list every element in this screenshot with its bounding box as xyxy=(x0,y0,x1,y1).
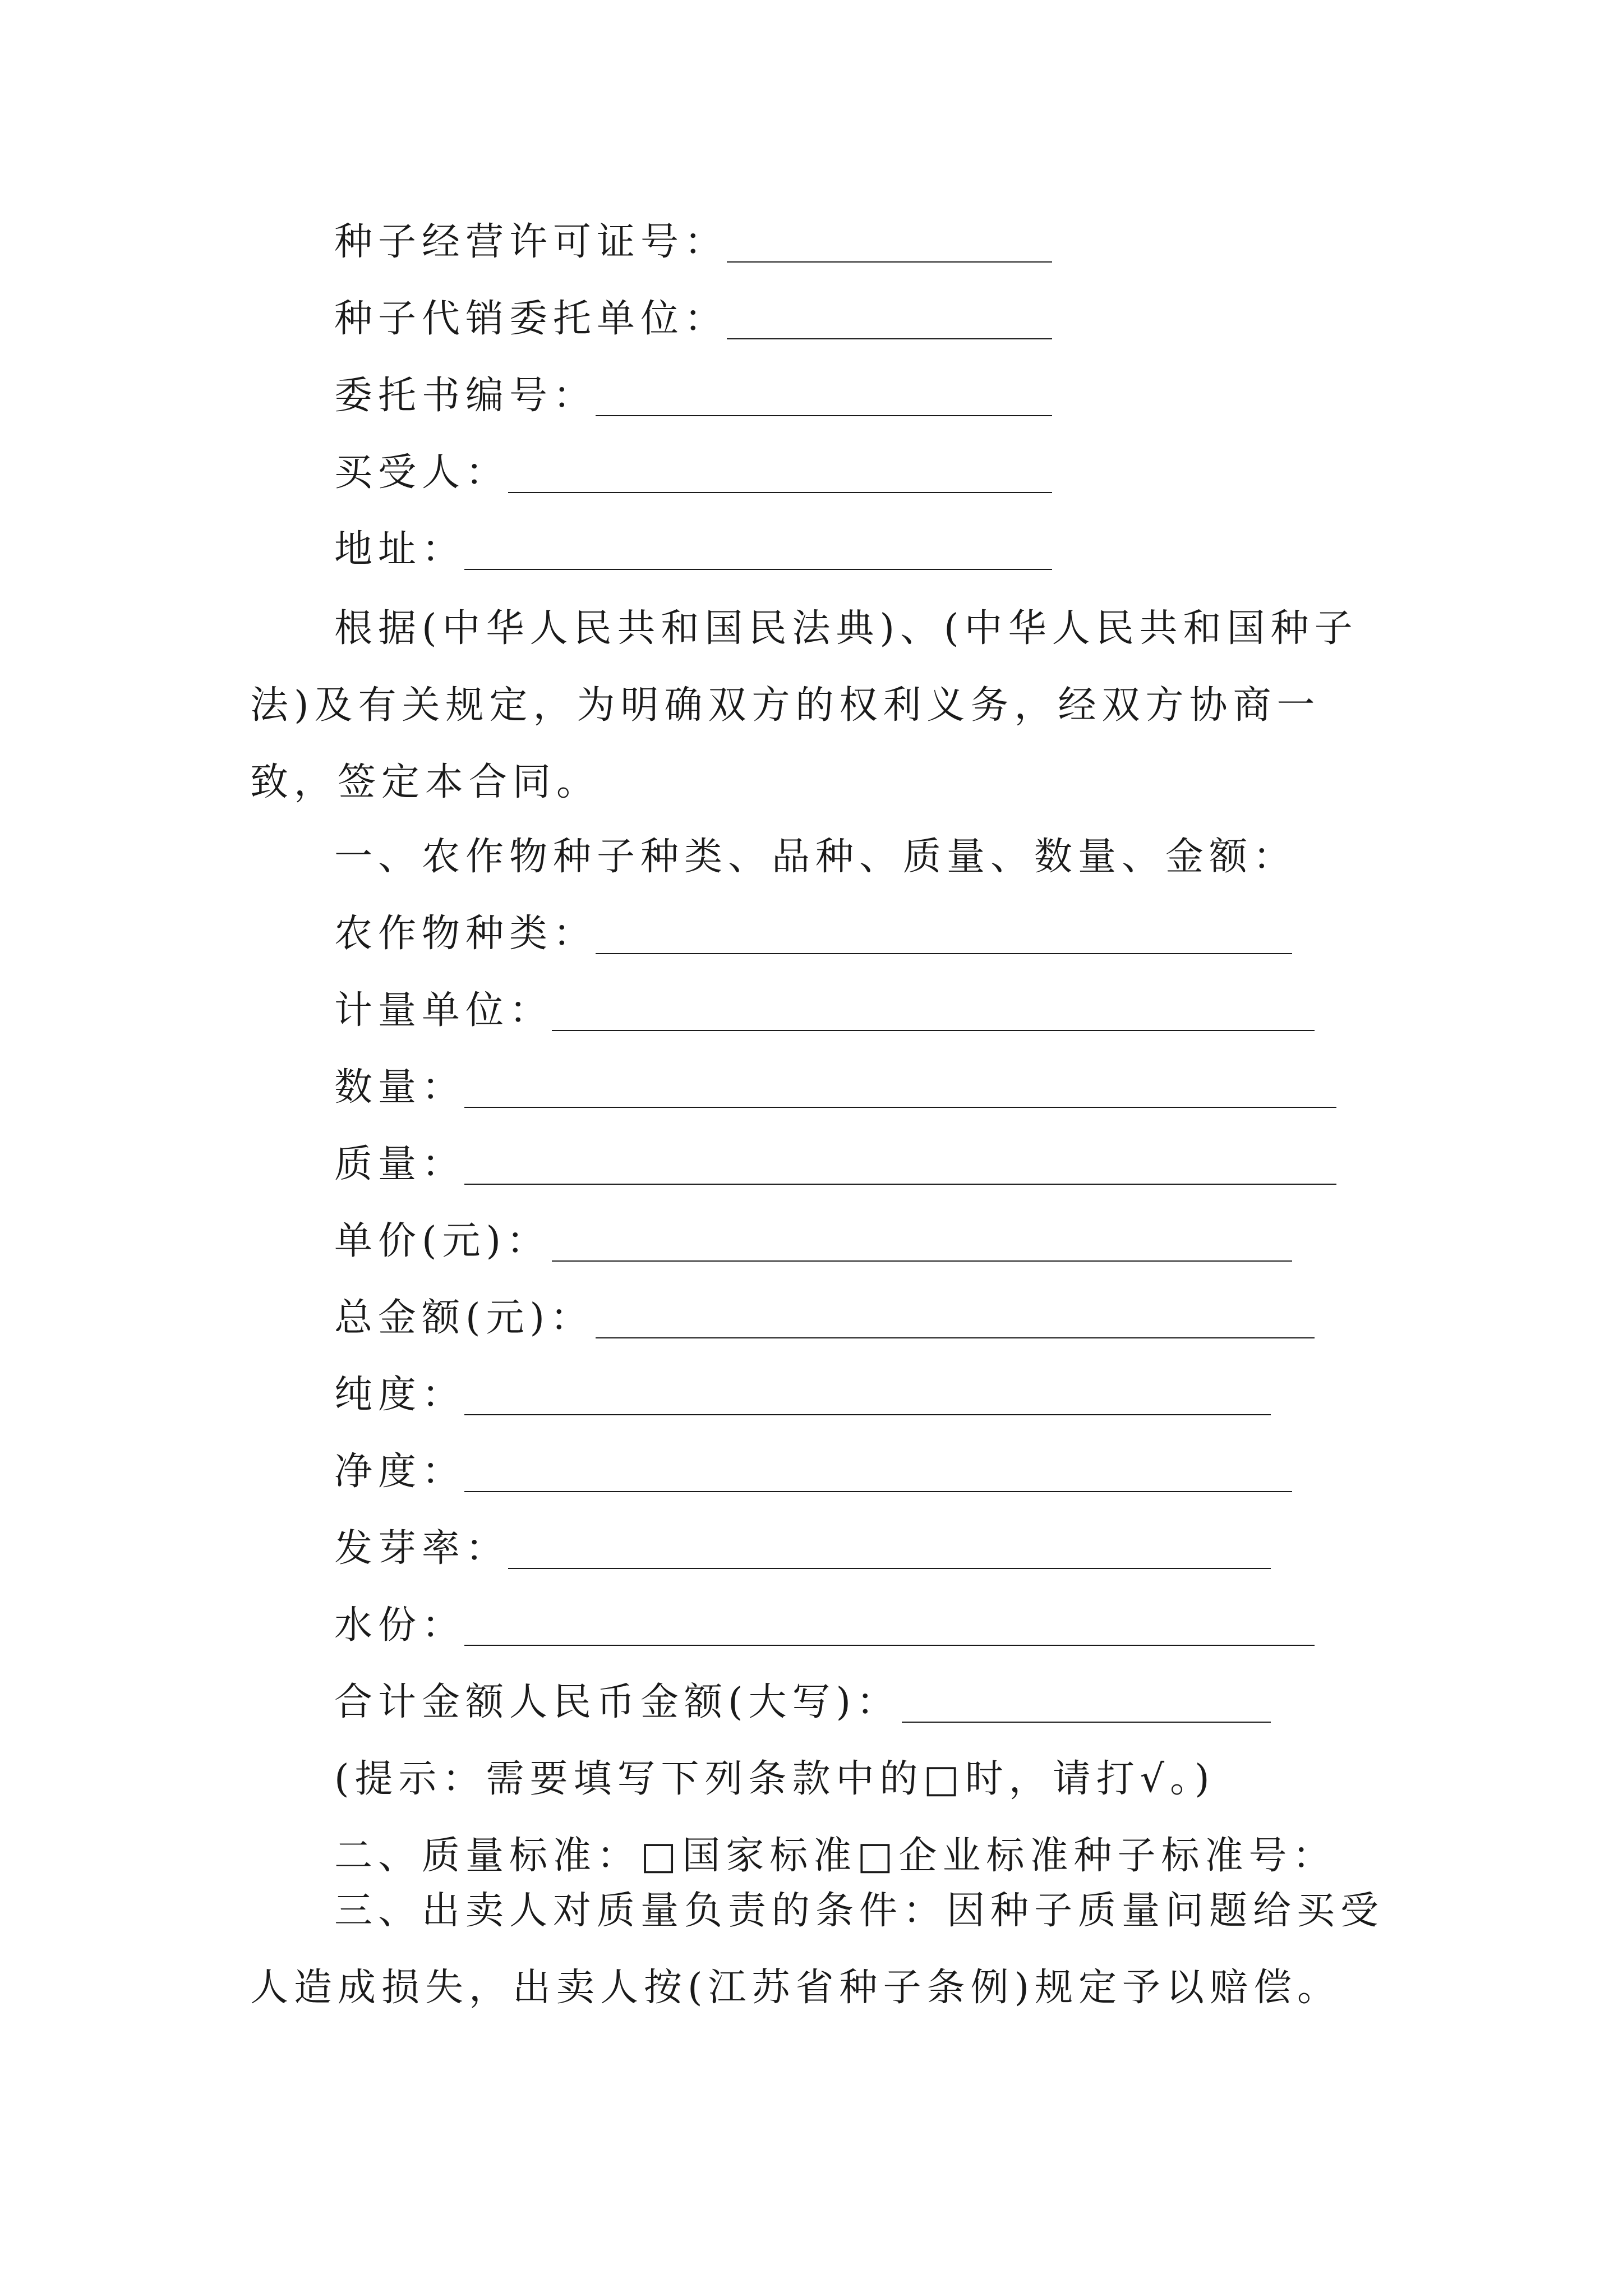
section2-text: 二、质量标准：□国家标准□企业标准种子标准号： xyxy=(334,1834,1336,1878)
blank-address[interactable] xyxy=(464,569,1052,570)
field-power-of-attorney-no xyxy=(334,374,597,418)
section3-text: 三、出卖人对质量负责的条件：因种子质量问题给买受人造成损失，出卖人按(江苏省种子条例)规定予以赔偿。 xyxy=(250,1889,1385,2010)
field-unit-price xyxy=(334,1219,550,1264)
field-label: 总金额(元)： xyxy=(334,1296,594,1340)
field-consignment-unit xyxy=(334,297,728,342)
field-label: 买受人： xyxy=(334,450,510,495)
intro-text: 根据(中华人民共和国民法典)、(中华人民共和国种子法)及有关规定，为明确双方的权利义务，经双方协商一致，签定本合同。 xyxy=(250,606,1358,804)
blank-total-amount[interactable] xyxy=(596,1337,1315,1338)
field-crop-type xyxy=(334,912,597,956)
blank-unit-price[interactable] xyxy=(552,1260,1292,1262)
blank-quality[interactable] xyxy=(464,1184,1336,1185)
section1-title xyxy=(334,835,1297,880)
field-seed-license xyxy=(334,220,728,265)
hint-line xyxy=(334,1757,1215,1802)
blank-total-rmb-capital[interactable] xyxy=(902,1722,1271,1723)
blank-consignment-unit[interactable] xyxy=(727,338,1052,339)
field-label: 合计金额人民币金额(大写)： xyxy=(334,1680,901,1724)
field-moisture xyxy=(334,1603,465,1648)
blank-purity[interactable] xyxy=(464,1414,1271,1415)
blank-power-of-attorney-no[interactable] xyxy=(596,415,1052,416)
field-address xyxy=(334,527,465,572)
field-germination-rate xyxy=(334,1526,509,1571)
field-total-rmb-capital xyxy=(334,1680,900,1725)
field-label: 纯度： xyxy=(334,1373,466,1417)
field-quality xyxy=(334,1142,465,1187)
field-total-amount xyxy=(334,1296,594,1341)
field-purity xyxy=(334,1373,465,1418)
blank-germination-rate[interactable] xyxy=(508,1568,1271,1569)
field-label: 委托书编号： xyxy=(334,374,597,418)
field-label: 净度： xyxy=(334,1450,466,1494)
blank-buyer[interactable] xyxy=(508,492,1052,493)
field-label: 地址： xyxy=(334,527,466,572)
field-label: 水份： xyxy=(334,1603,466,1648)
field-label: 种子经营许可证号： xyxy=(334,220,728,264)
field-label: 单价(元)： xyxy=(334,1219,551,1263)
intro-paragraph xyxy=(250,590,1389,821)
section3-paragraph xyxy=(250,1872,1389,2026)
blank-cleanliness[interactable] xyxy=(464,1491,1292,1492)
field-label: 数量： xyxy=(334,1065,466,1110)
blank-unit[interactable] xyxy=(552,1030,1315,1031)
field-label: 发芽率： xyxy=(334,1526,510,1571)
section2-line xyxy=(334,1834,1336,1879)
blank-quantity[interactable] xyxy=(464,1107,1336,1108)
field-cleanliness xyxy=(334,1450,465,1494)
field-unit xyxy=(334,988,553,1033)
field-buyer xyxy=(334,450,509,495)
field-label: 质量： xyxy=(334,1142,466,1186)
hint-text: (提示：需要填写下列条款中的□时，请打√。) xyxy=(334,1757,1215,1801)
blank-seed-license[interactable] xyxy=(727,261,1052,263)
field-label: 计量单位： xyxy=(334,988,554,1033)
section1-title-text: 一、农作物种子种类、品种、质量、数量、金额： xyxy=(334,835,1297,879)
field-label: 农作物种类： xyxy=(334,912,597,956)
field-quantity xyxy=(334,1065,465,1110)
field-label: 种子代销委托单位： xyxy=(334,297,728,341)
blank-crop-type[interactable] xyxy=(596,953,1292,954)
blank-moisture[interactable] xyxy=(464,1645,1315,1646)
